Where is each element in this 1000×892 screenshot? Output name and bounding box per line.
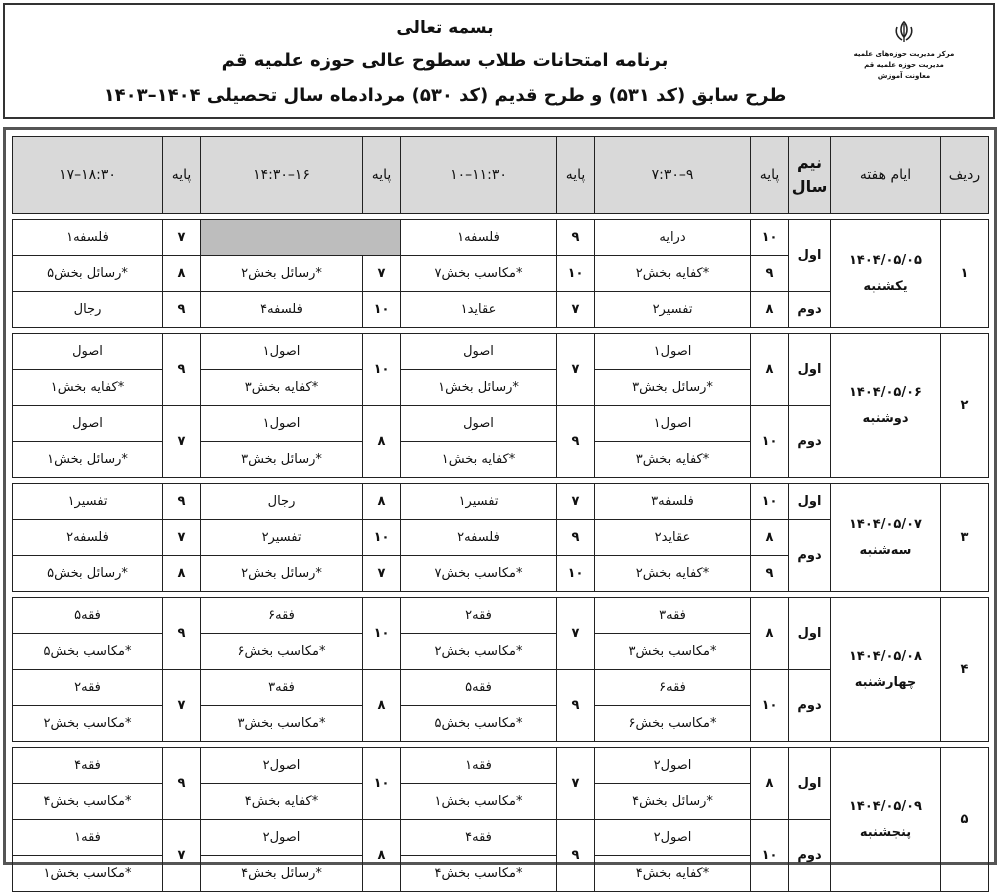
subject-cell: *مکاسب بخش۳ [595,634,751,670]
grade-cell: ۸ [163,556,201,592]
subject-cell: *مکاسب بخش۲ [401,634,557,670]
grade-cell: ۹ [751,256,789,292]
subject-cell: اصول۱ [595,406,751,442]
subject-cell: فقه۴ [401,820,557,856]
subject-cell: فقه۶ [595,670,751,706]
subject-cell: فقه۴ [13,748,163,784]
row-number: ۲ [941,334,989,478]
subject-cell: فقه۱ [401,748,557,784]
subject-cell: تفسیر۲ [595,292,751,328]
subject-cell: *رسائل بخش۴ [201,856,363,892]
subject-cell: *کفایه بخش۳ [201,370,363,406]
grade-cell: ۹ [557,220,595,256]
grade-cell: ۱۰ [751,820,789,892]
semester-label: اول [789,598,831,670]
col-header-grade-4: پایه [163,137,201,214]
document-header [3,3,995,119]
day-cell [831,748,941,892]
subject-cell: اصول [401,406,557,442]
grade-cell: ۹ [163,484,201,520]
grade-cell: ۱۰ [751,220,789,256]
subject-cell: فلسفه۳ [595,484,751,520]
col-header-grade-1: پایه [751,137,789,214]
col-header-row-no: ردیف [941,137,989,214]
grade-cell: ۹ [557,406,595,478]
table-row [13,598,989,634]
subject-cell: اصول [401,334,557,370]
subject-cell: *رسائل بخش۴ [595,784,751,820]
subject-cell: *رسائل بخش۲ [201,556,363,592]
semester-label: دوم [789,292,831,328]
grade-cell: ۹ [163,292,201,328]
subject-cell: اصول۱ [595,334,751,370]
grade-cell: ۱۰ [751,484,789,520]
grade-cell: ۷ [557,484,595,520]
grade-cell: ۸ [163,256,201,292]
semester-label: اول [789,220,831,292]
subject-cell: *کفایه بخش۱ [13,370,163,406]
logo-line-1: مرکز مدیریت حوزه‌های علمیه [853,50,955,58]
grade-cell: ۱۰ [363,598,401,670]
exam-date: ۱۴۰۴/۰۵/۰۹ [849,798,922,814]
day-cell [831,484,941,592]
day-cell [831,598,941,742]
col-header-slot-2: ۱۱:۳۰–۱۰ [401,137,557,214]
semester-label: اول [789,334,831,406]
subject-cell: تفسیر۱ [401,484,557,520]
subject-cell: اصول [13,334,163,370]
subject-cell: *مکاسب بخش۵ [401,706,557,742]
subject-cell: فقه۱ [13,820,163,856]
exam-date: ۱۴۰۴/۰۵/۰۵ [849,252,922,268]
grade-cell: ۹ [163,748,201,820]
subject-cell: *رسائل بخش۵ [13,556,163,592]
semester-label: اول [789,748,831,820]
subject-cell: فقه۵ [401,670,557,706]
logo-line-2: مدیریت حوزه علمیه قم [864,61,944,69]
col-header-grade-3: پایه [363,137,401,214]
subject-cell: اصول۲ [201,748,363,784]
grade-cell: ۷ [163,670,201,742]
day-cell [831,334,941,478]
semester-label: دوم [789,670,831,742]
row-number: ۳ [941,484,989,592]
empty-slot-cell [201,220,401,256]
document-subtitle: طرح سابق (کد ۵۳۱) و طرح قدیم (کد ۵۳۰) مردادماه سال تحصیلی ۱۴۰۴–۱۴۰۳ [103,85,787,106]
row-number: ۵ [941,748,989,892]
grade-cell: ۱۰ [363,520,401,556]
grade-cell: ۹ [557,820,595,892]
table-row [13,748,989,784]
subject-cell: *رسائل بخش۲ [201,256,363,292]
table-row [13,334,989,370]
subject-cell: *کفایه بخش۳ [595,442,751,478]
subject-cell: فقه۲ [13,670,163,706]
subject-cell: فقه۵ [13,598,163,634]
col-header-slot-3: ۱۶–۱۴:۳۰ [201,137,363,214]
col-header-semester: نیم سال [789,137,831,214]
subject-cell: *مکاسب بخش۱ [401,784,557,820]
subject-cell: فلسفه۴ [201,292,363,328]
subject-cell: اصول۱ [201,406,363,442]
table-row [13,220,989,256]
subject-cell: فقه۲ [401,598,557,634]
grade-cell: ۸ [751,292,789,328]
subject-cell: *مکاسب بخش۴ [13,784,163,820]
logo-line-3: معاونت آموزش [877,72,931,80]
subject-cell: *مکاسب بخش۱ [13,856,163,892]
subject-cell: *مکاسب بخش۴ [401,856,557,892]
header-titles [65,13,825,113]
subject-cell: *کفایه بخش۱ [401,442,557,478]
grade-cell: ۱۰ [751,406,789,478]
col-header-slot-1: ۹–۷:۳۰ [595,137,751,214]
subject-cell: درایه [595,220,751,256]
day-cell [831,220,941,328]
subject-cell: فلسفه۲ [401,520,557,556]
col-header-grade-2: پایه [557,137,595,214]
subject-cell: *کفایه بخش۴ [595,856,751,892]
subject-cell: عقاید۱ [401,292,557,328]
grade-cell: ۸ [751,598,789,670]
row-number: ۱ [941,220,989,328]
organization-logo [849,19,959,82]
subject-cell: فقه۶ [201,598,363,634]
grade-cell: ۸ [751,334,789,406]
grade-cell: ۱۰ [363,334,401,406]
subject-cell: تفسیر۱ [13,484,163,520]
grade-cell: ۷ [363,556,401,592]
subject-cell: *رسائل بخش۱ [13,442,163,478]
subject-cell: *رسائل بخش۵ [13,256,163,292]
subject-cell: *مکاسب بخش۵ [13,634,163,670]
subject-cell: *کفایه بخش۲ [595,556,751,592]
exam-schedule-table [12,136,989,892]
grade-cell: ۷ [163,520,201,556]
weekday: سه‌شنبه [859,542,912,558]
schedule-frame [3,127,997,881]
grade-cell: ۸ [751,748,789,820]
grade-cell: ۹ [163,334,201,406]
subject-cell: فلسفه۲ [13,520,163,556]
subject-cell: *مکاسب بخش۶ [595,706,751,742]
subject-cell: عقاید۲ [595,520,751,556]
subject-cell: فقه۳ [595,598,751,634]
grade-cell: ۷ [163,406,201,478]
row-number: ۴ [941,598,989,742]
subject-cell: اصول۲ [201,820,363,856]
grade-cell: ۷ [557,334,595,406]
exam-date: ۱۴۰۴/۰۵/۰۸ [849,648,922,664]
subject-cell: *رسائل بخش۳ [595,370,751,406]
grade-cell: ۷ [163,220,201,256]
grade-cell: ۷ [557,598,595,670]
emblem-icon [891,19,917,45]
exam-date: ۱۴۰۴/۰۵/۰۷ [849,516,922,532]
grade-cell: ۷ [163,820,201,892]
grade-cell: ۱۰ [557,556,595,592]
header-row [13,137,989,214]
subject-cell: *مکاسب بخش۳ [201,706,363,742]
weekday: پنجشنبه [859,824,912,840]
subject-cell: *مکاسب بخش۶ [201,634,363,670]
weekday: دوشنبه [862,410,909,426]
subject-cell: اصول۲ [595,820,751,856]
semester-label: دوم [789,820,831,892]
basmala-line: بسمه تعالی [396,18,494,38]
grade-cell: ۹ [163,598,201,670]
subject-cell: *کفایه بخش۴ [201,784,363,820]
grade-cell: ۱۰ [363,748,401,820]
subject-cell: فقه۳ [201,670,363,706]
exam-date: ۱۴۰۴/۰۵/۰۶ [849,384,922,400]
grade-cell: ۸ [751,520,789,556]
subject-cell: *مکاسب بخش۲ [13,706,163,742]
grade-cell: ۸ [363,484,401,520]
grade-cell: ۹ [751,556,789,592]
subject-cell: اصول۱ [201,334,363,370]
subject-cell: تفسیر۲ [201,520,363,556]
weekday: چهارشنبه [854,674,917,690]
document-title: برنامه امتحانات طلاب سطوح عالی حوزه علمیه قم [221,50,669,71]
subject-cell: فلسفه۱ [401,220,557,256]
table-row [13,484,989,520]
grade-cell: ۷ [363,256,401,292]
grade-cell: ۸ [363,670,401,742]
grade-cell: ۸ [363,406,401,478]
subject-cell: *کفایه بخش۲ [595,256,751,292]
grade-cell: ۹ [557,670,595,742]
subject-cell: *رسائل بخش۳ [201,442,363,478]
subject-cell: *مکاسب بخش۷ [401,256,557,292]
semester-label: اول [789,484,831,520]
grade-cell: ۷ [557,292,595,328]
grade-cell: ۹ [557,520,595,556]
col-header-day: ایام هفته [831,137,941,214]
subject-cell: رجال [201,484,363,520]
subject-cell: *مکاسب بخش۷ [401,556,557,592]
grade-cell: ۱۰ [363,292,401,328]
subject-cell: اصول [13,406,163,442]
semester-label: دوم [789,406,831,478]
grade-cell: ۱۰ [751,670,789,742]
subject-cell: *رسائل بخش۱ [401,370,557,406]
grade-cell: ۷ [557,748,595,820]
subject-cell: اصول۲ [595,748,751,784]
col-header-slot-4: ۱۸:۳۰–۱۷ [13,137,163,214]
subject-cell: رجال [13,292,163,328]
grade-cell: ۸ [363,820,401,892]
weekday: یکشنبه [863,278,908,294]
grade-cell: ۱۰ [557,256,595,292]
subject-cell: فلسفه۱ [13,220,163,256]
semester-label: دوم [789,520,831,592]
